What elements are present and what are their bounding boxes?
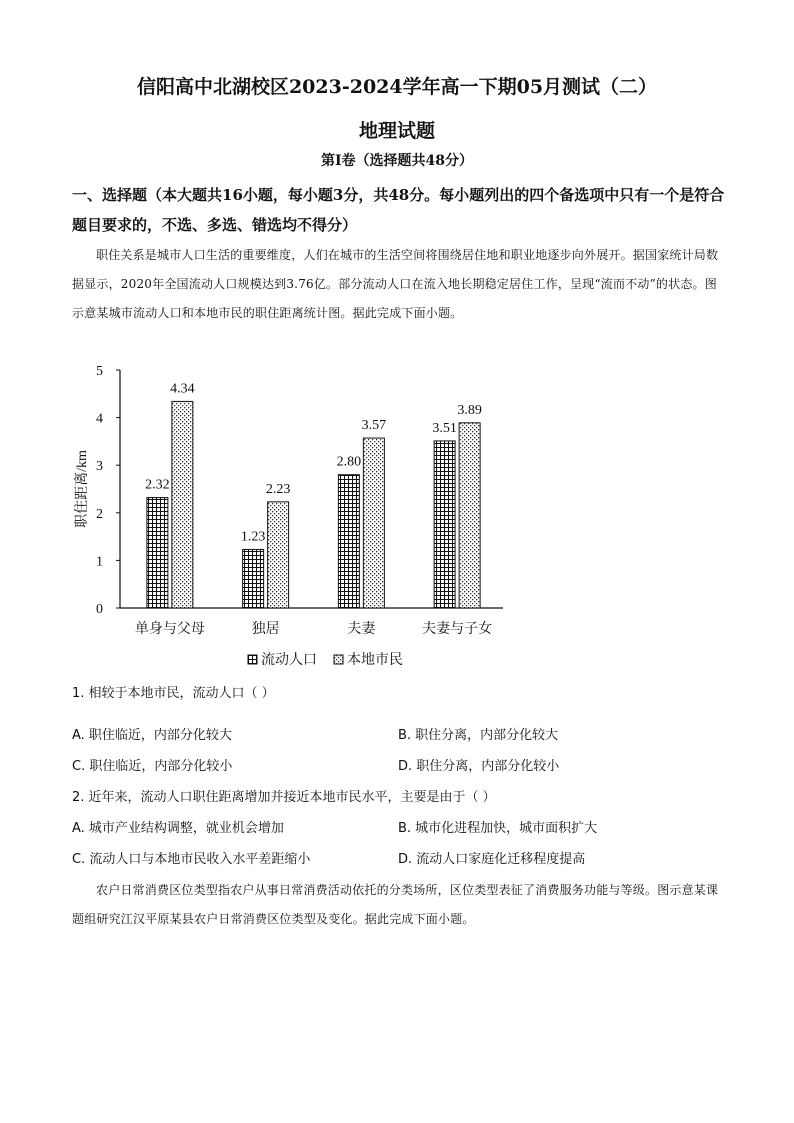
bar [268, 502, 289, 608]
category-label: 夫妻 [347, 622, 376, 637]
y-axis-label: 职住距离/km [75, 450, 90, 528]
question-1-option-a[interactable]: A. 职住临近，内部分化较大 [72, 728, 232, 743]
y-tick-label: 1 [96, 554, 103, 570]
question-2-option-d[interactable]: D. 流动人口家庭化迁移程度提高 [398, 852, 586, 867]
data-label: 3.57 [361, 418, 387, 434]
legend-label: 流动人口 [261, 653, 317, 668]
exam-subtitle: 地理试题 [358, 120, 435, 142]
data-label: 4.34 [170, 381, 195, 397]
bar [147, 498, 168, 608]
question-2-option-a[interactable]: A. 城市产业结构调整，就业机会增加 [72, 821, 284, 836]
question-1-option-d[interactable]: D. 职住分离，内部分化较小 [398, 759, 560, 774]
data-label: 2.32 [145, 477, 170, 493]
question-2-stem: 2. 近年来，流动人口职住距离增加并接近本地市民水平，主要是由于（ ） [72, 790, 496, 805]
y-tick-label: 5 [96, 364, 103, 379]
question-1-option-b[interactable]: B. 职住分离，内部分化较大 [398, 728, 559, 743]
data-label: 1.23 [240, 529, 266, 545]
bar [338, 475, 359, 608]
data-label: 2.23 [265, 481, 291, 497]
exam-title: 信阳高中北湖校区2023-2024学年高一下期05月测试（二） [136, 76, 658, 98]
volume-heading: 第Ⅰ卷（选择题共48分） [320, 153, 474, 169]
passage-1: 职住关系是城市人口生活的重要维度，人们在城市的生活空间将围绕居住地和职业地逐步向外展开。据国家统计局数据显示，2020年全国流动人口规模达到3.76亿。部分流动人口在流入地长期稳定居住工作，呈现“流而不动”的状态。图示意某城市流动人口和本地市民的职住距离统计图。据此完成下面小题。 [72, 248, 719, 320]
question-1-stem: 1. 相较于本地市民，流动人口（ ） [72, 686, 275, 701]
data-label: 2.80 [336, 454, 362, 470]
y-tick-label: 0 [96, 602, 103, 617]
bar [363, 438, 384, 608]
legend-swatch [248, 655, 257, 664]
legend-label: 本地市民 [347, 653, 403, 668]
data-label: 3.89 [457, 402, 482, 418]
question-2-option-c[interactable]: C. 流动人口与本地市民收入水平差距缩小 [72, 852, 311, 867]
bar [243, 549, 264, 608]
category-label: 夫妻与子女 [422, 622, 493, 637]
question-2-option-b[interactable]: B. 城市化进程加快，城市面积扩大 [398, 821, 598, 836]
y-tick-label: 3 [96, 459, 103, 475]
bar [459, 423, 480, 608]
bar-chart [0, 355, 794, 695]
y-tick-label: 4 [96, 411, 103, 427]
y-tick-label: 2 [96, 506, 103, 522]
passage-2: 农户日常消费区位类型指农户从事日常消费活动依托的分类场所，区位类型表征了消费服务功能与等级。图示意某课题组研究江汉平原某县农户日常消费区位类型及变化。据此完成下面小题。 [72, 883, 719, 926]
bar [172, 401, 193, 608]
category-label: 独居 [251, 622, 280, 637]
bar [434, 441, 455, 608]
data-label: 3.51 [432, 420, 457, 436]
section-heading: 一、选择题（本大题共16小题，每小题3分，共48分。每小题列出的四个备选项中只有一个是符合题目要求的，不选、多选、错选均不得分） [72, 186, 725, 234]
category-label: 单身与父母 [134, 622, 205, 637]
legend-swatch [334, 655, 343, 664]
question-1-option-c[interactable]: C. 职住临近，内部分化较小 [72, 759, 233, 774]
